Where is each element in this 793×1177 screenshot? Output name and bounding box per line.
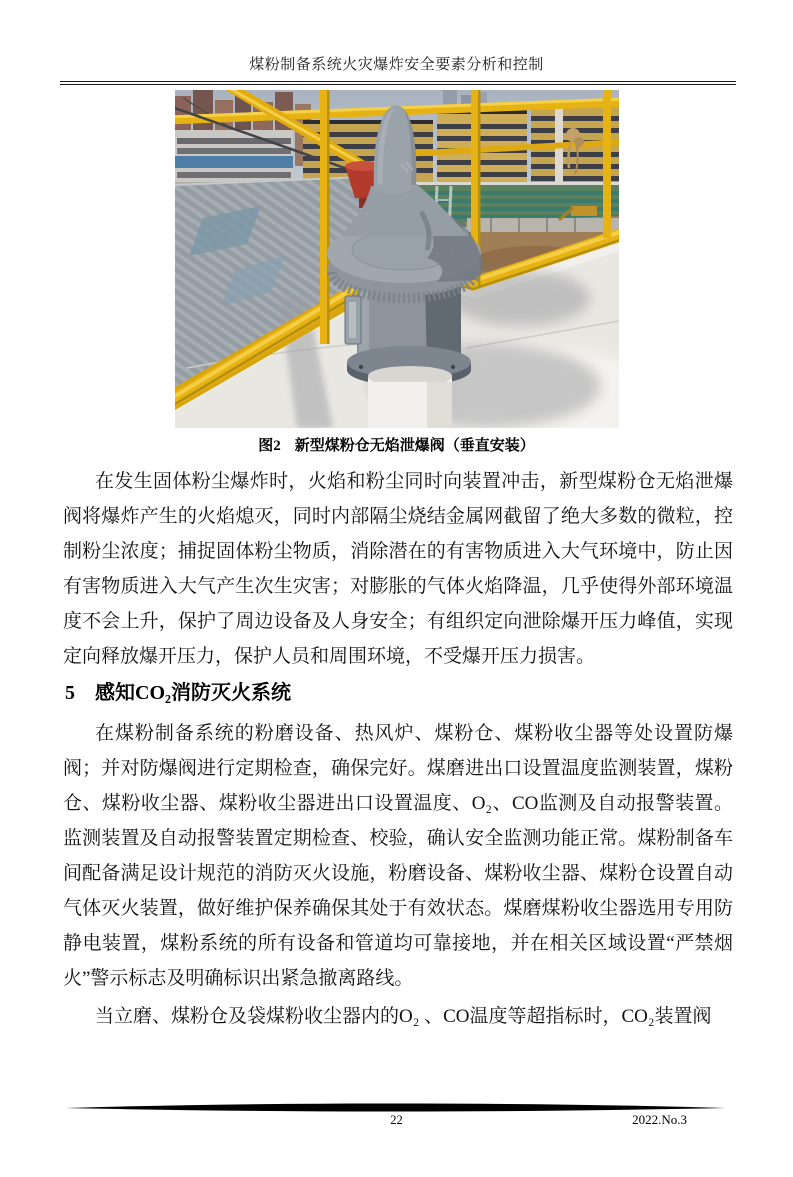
page-number: 22	[390, 1113, 403, 1127]
body-paragraph-1: 在发生固体粉尘爆炸时，火焰和粉尘同时向装置冲击，新型煤粉仓无焰泄爆阀将爆炸产生的火焰熄灭，同时内部隔尘烧结金属网截留了绝大多数的微粒，控制粉尘浓度；捕捉固体粉尘物质，消除潜在的有害物质进入大气环境中，防止因有害物质进入大气产生次生灾害；对膨胀的气体火焰降温，几乎使得外部环境温度不会上升，保护了周边设备及人身安全；有组织定向泄除爆开压力峰值，实现定向释放爆开压力，保护人员和周围环境，不受爆开压力损害。	[63, 471, 733, 667]
section-number: 5	[65, 682, 75, 704]
figure-photo-vent-valve	[175, 90, 619, 428]
running-header-title: 煤粉制备系统火灾爆炸安全要素分析和控制	[249, 57, 544, 73]
body-paragraph-2: 在煤粉制备系统的粉磨设备、热风炉、煤粉仓、煤粉收尘器等处设置防爆阀；并对防爆阀进行定期检查，确保完好。煤磨进出口设置温度监测装置，煤粉仓、煤粉收尘器、煤粉收尘器进出口设置温度、O₂、CO监测及自动报警装置。监测装置及自动报警装置定期检查、校验，确认安全监测功能正常。煤粉制备车间配备满足设计规范的消防灭火设施，粉磨设备、煤粉收尘器、煤粉仓设置自动气体灭火装置，做好维护保养确保其处于有效状态。煤磨煤粉收尘器选用专用防静电装置，煤粉系统的所有设备和管道均可靠接地，并在相关区域设置“严禁烟火”警示标志及明确标识出紧急撤离路线。	[63, 723, 733, 989]
issue-label: 2022.No.3	[632, 1112, 687, 1127]
figure-caption-text: 新型煤粉仓无焰泄爆阀（垂直安装）	[294, 438, 535, 454]
body-paragraph-3: 当立磨、煤粉仓及袋煤粉收尘器内的O₂ 、CO温度等超指标时，CO₂装置阀	[95, 1006, 712, 1027]
section-title: 感知CO₂消防灭火系统	[95, 682, 291, 704]
figure-caption-label: 图2	[258, 438, 281, 454]
figure-2	[175, 90, 619, 456]
header-double-rule	[60, 81, 736, 85]
page	[0, 55, 793, 1177]
figure-caption	[175, 436, 619, 456]
footer-divider-bar	[63, 1103, 728, 1112]
section-heading-5	[65, 679, 733, 707]
